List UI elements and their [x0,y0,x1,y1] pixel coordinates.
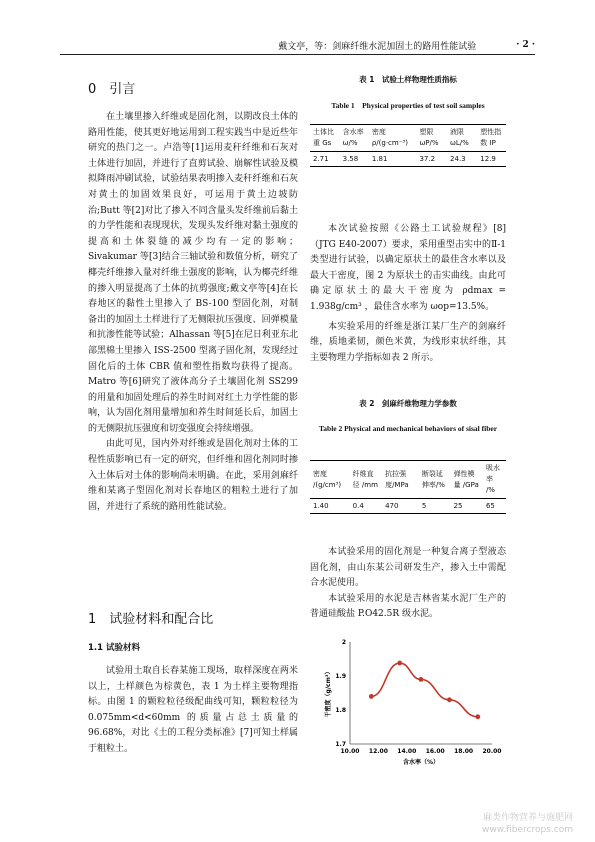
materials-text [88,664,298,758]
watermark-cn: 麻类作物营养与施肥网 [482,813,573,823]
table1-header-4: 液限 ωL/% [450,128,469,147]
table1-cell-1: 3.58 [342,155,359,163]
table1-caption-cn: 表 1 试验土样物理性质指标 [359,75,457,84]
table1-header-5: 塑性指数 IP [480,128,502,147]
table2-header-2: 抗拉强度/MPa [385,469,409,489]
page-number: · 2 · [516,40,535,50]
y-axis-label: 干密度（g/cm³） [325,668,332,718]
fiber-paragraph: 本实验采用的纤维是浙江某厂生产的剑麻纤维，质地柔韧，颜色米黄，为线形束状纤维，其主要物理力学指标如表 2 所示。 [310,321,506,363]
data-point [475,714,480,719]
compaction-paragraph: 本次试验按照《公路土工试验规程》[8]（JTG E40-2007）要求，采用重型击实中的Ⅱ-1 类型进行试验，以确定原状土的最佳含水率以及最大干密度，图 2 为原状土的击实曲线。由此可确定原状土的最大干密度为 ρdmax = 1.938g/cm³ ，最佳含水率为 ωop=13.5%。 [310,224,506,312]
y-tick-label: 1.8 [335,707,346,714]
cement-paragraph: 本试验采用的水泥是吉林省某水泥厂生产的普通硅酸盐 P.O42.5R 级水泥。 [310,593,506,620]
materials-paragraph-1: 试验用土取自长春某施工现场，取样深度在两米以上，土样颜色为棕黄色，表 1 为土样主要物理指标。由图 1 的颗粒粒径级配曲线可知，颗粒粒径为 0.075mm<d<60mm 的质量占总土质量的 96.68%，对比《土的工程分类标准》[7]可知土样属于粗粒土。 [88,666,298,754]
table2-cell-5: 65 [485,502,495,510]
table1-header-2: 密度 ρ/(g·cm⁻³) [371,128,408,147]
table2-header-1: 纤维直径 /mm [352,469,378,489]
table1-header-1: 含水率 ω/% [342,128,364,147]
intro-paragraph-1: 在土壤里掺入纤维或是固化剂，以期改良土体的路用性能，使其更好地运用到工程实践当中是近些年研究的热门之一。卢浩等[1]运用麦秆纤维和石灰对土体进行加固，并进行了直剪试验、崩解性试验及模拟降雨冲刷试验，试验结果表明掺入麦秆纤维和石灰对黄土的加固效果良好，可运用于黄土边坡防治;Butt 等[2]对比了掺入不同含量头发纤维前后黏土的力学性能和表现现状，发现头发纤维对黏土强度的提高和土体裂缝的减少均有一定的影响；Sivakumar 等[3]结合三轴试验和数值分析，研究了椰壳纤维掺入量对纤维土强度的影响，认为椰壳纤维的掺入明显提高了土体的抗剪强度;戴文亭等[4]在长春地区的黏性土里掺入了 BS-100 型固化剂，对制备出的加固土土样进行了无侧限抗压强度、回弹模量和抗渗性能等试验；Alhassan 等[5]在尼日利亚东北部黑棉土里掺入 ISS-2500 型离子固化剂，发现经过固化后的土体 CBR 值和塑性指数均获得了提高。Matro 等[6]研究了液体高分子土壤固化剂 SS299 的用量和加固处理后的养生时间对红土力学性能的影响，认为固化剂用量增加和养生时间延长后，加固土的无侧限抗压强度和切变强度会持续增强。 [88,112,298,434]
x-tick-label: 12.00 [368,748,388,755]
table2 [310,460,506,514]
data-point [369,694,374,699]
table2-caption-cn: 表 2 剑麻纤维物理力学参数 [359,399,457,408]
x-tick-label: 18.00 [454,748,474,755]
data-point [447,697,452,702]
table2-header-5: 吸水率 /% [485,464,500,494]
table2-header-3: 断裂延伸率/% [421,469,445,489]
table1-cell-3: 37.2 [419,155,436,163]
section-title-intro: 0 引言 [88,82,136,97]
right-text-1 [310,222,506,366]
table2-caption-en: Table 2 Physical and mechanical behaviors of sisal fiber [318,424,498,433]
subsection-title: 1.1 试验材料 [88,643,141,653]
table1-cell-4: 24.3 [450,155,466,163]
table2-cell-1: 0.4 [352,502,364,510]
x-tick-label: 20.00 [482,748,502,755]
table2-cell-4: 25 [453,502,463,510]
y-tick-label: 2 [341,639,346,646]
watermark-url: www.fibercrops.com [482,825,573,835]
x-tick-label: 16.00 [425,748,445,755]
running-title: 戴文亭，等：剑麻纤维水泥加固土的路用性能试验 [278,41,477,52]
right-text-2 [310,545,506,623]
x-tick-label: 14.00 [397,748,417,755]
table1-caption-en: Table 1 Physical properties of test soil samples [331,101,485,110]
running-header [60,36,535,55]
table1-header-0: 土体比重 Gs [313,128,334,147]
table2-header-4: 弹性模量 /GPa [453,469,479,489]
compaction-chart [326,636,526,766]
table1 [310,124,506,167]
intro-text [88,110,298,515]
data-point [397,661,402,666]
stabilizer-paragraph: 本试验采用的固化剂是一种复合离子型液态固化剂，由山东某公司研发生产，掺入土中需配合水泥使用。 [310,547,506,589]
y-tick-label: 1.9 [335,673,346,680]
table2-cell-0: 1.40 [313,502,329,510]
table2-cell-2: 470 [385,502,399,510]
x-axis-label: 含水率（%） [402,759,440,766]
watermark [482,812,573,836]
x-tick-label: 10.00 [340,748,360,755]
table2-cell-3: 5 [421,502,427,510]
data-point [419,677,424,682]
table1-header-3: 塑限 ωP/% [419,128,439,147]
intro-paragraph-2: 由此可见，国内外对纤维或是固化剂对土体的工程性质影响已有一定的研究，但纤维和固化剂同时掺入土体后对土体的影响尚未明确。在此，采用剑麻纤维和某离子型固化剂对长春地区的粗粒土进行了加固，并进行了系统的路用性能试验。 [88,439,298,512]
table1-cell-0: 2.71 [313,155,329,163]
series-line [371,663,478,717]
y-tick-label: 1.7 [335,741,346,748]
table1-cell-2: 1.81 [371,155,388,163]
table1-cell-5: 12.9 [480,155,496,163]
section-title-materials: 1 试验材料和配合比 [88,612,214,627]
table2-header-0: 密度 /(g/cm³) [313,469,342,489]
